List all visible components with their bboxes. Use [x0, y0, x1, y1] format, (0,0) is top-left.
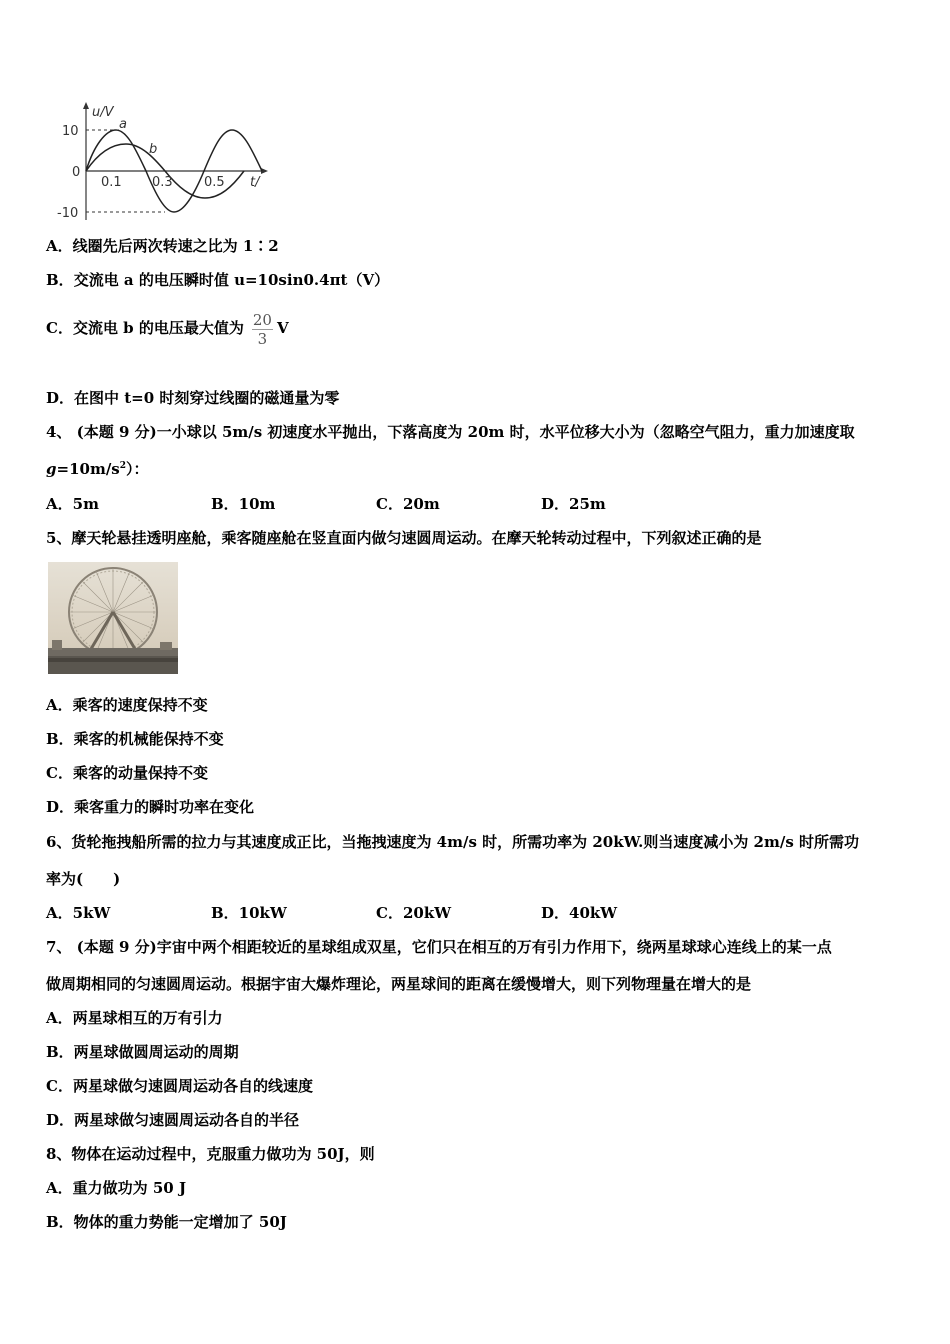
q7-option-b[interactable]: B．两星球做圆周运动的周期	[46, 1043, 239, 1061]
q3-option-c[interactable]: C．交流电 b 的电压最大值为 $\frac{20}{3}$ V	[46, 310, 289, 348]
x-axis-label: t/	[250, 175, 260, 190]
q4-option-b[interactable]: B．10m	[211, 495, 276, 513]
q4-stem-line2: $g=10m/s^2$）：	[46, 460, 149, 478]
curve-a-label: a	[119, 117, 127, 132]
q3-option-a[interactable]: A．线圈先后两次转速之比为 1∶2	[46, 237, 279, 255]
q5-option-a[interactable]: A．乘客的速度保持不变	[46, 696, 208, 714]
q8-stem: 8、物体在运动过程中，克服重力做功为 50J，则	[46, 1145, 375, 1163]
q5-option-d[interactable]: D．乘客重力的瞬时功率在变化	[46, 798, 255, 816]
q3-option-b[interactable]: B．交流电 a 的电压瞬时值 u=10sin0.4πt（V）	[46, 271, 390, 289]
y-axis-label: u/V	[92, 105, 114, 120]
q4-option-a[interactable]: A．5m	[46, 495, 99, 513]
q3-option-d[interactable]: D．在图中 t=0 时刻穿过线圈的磁通量为零	[46, 389, 340, 407]
x-tick-0.1: 0.1	[101, 175, 122, 190]
q7-option-a[interactable]: A．两星球相互的万有引力	[46, 1009, 223, 1027]
q6-stem-line1: 6、货轮拖拽船所需的拉力与其速度成正比，当拖拽速度为 4m/s 时，所需功率为 20kW.则当速度减小为 2m/s 时所需功	[46, 833, 860, 851]
q7-option-d[interactable]: D．两星球做匀速圆周运动各自的半径	[46, 1111, 300, 1129]
ferris-wheel-photo	[48, 562, 178, 674]
curve-b-label: b	[149, 142, 158, 157]
fraction-20-3: $\frac{20}{3}$	[252, 310, 272, 348]
q7-option-c[interactable]: C．两星球做匀速圆周运动各自的线速度	[46, 1077, 313, 1095]
voltage-time-graph	[54, 100, 274, 225]
q6-option-a[interactable]: A．5kW	[46, 904, 111, 922]
y-tick-10: 10	[62, 124, 79, 139]
q5-stem: 5、摩天轮悬挂透明座舱，乘客随座舱在竖直面内做匀速圆周运动。在摩天轮转动过程中，下列叙述正确的是	[46, 529, 762, 547]
q6-option-d[interactable]: D．40kW	[541, 904, 618, 922]
y-tick-neg10: -10	[57, 206, 79, 221]
q4-stem-line1: 4、 (本题 9 分)一小球以 5m/s 初速度水平抛出，下落高度为 20m 时，水平位移大小为（忽略空气阻力，重力加速度取	[46, 423, 855, 441]
q4-option-c[interactable]: C．20m	[376, 495, 440, 513]
q6-option-b[interactable]: B．10kW	[211, 904, 287, 922]
x-tick-0.5: 0.5	[204, 175, 225, 190]
q4-option-d[interactable]: D．25m	[541, 495, 606, 513]
q8-option-b[interactable]: B．物体的重力势能一定增加了 50J	[46, 1213, 287, 1231]
q6-stem-line2: 率为( )	[46, 870, 121, 888]
y-tick-0: 0	[72, 165, 81, 180]
q6-option-c[interactable]: C．20kW	[376, 904, 452, 922]
x-tick-0.3: 0.3	[152, 175, 173, 190]
q7-stem-line2: 做周期相同的匀速圆周运动。根据宇宙大爆炸理论，两星球间的距离在缓慢增大，则下列物理量在增大的是	[46, 975, 752, 993]
q5-option-c[interactable]: C．乘客的动量保持不变	[46, 764, 208, 782]
q8-option-a[interactable]: A．重力做功为 50 J	[46, 1179, 187, 1197]
q7-stem-line1: 7、 (本题 9 分)宇宙中两个相距较近的星球组成双星，它们只在相互的万有引力作用下，绕两星球球心连线上的某一点	[46, 938, 832, 956]
q5-option-b[interactable]: B．乘客的机械能保持不变	[46, 730, 224, 748]
